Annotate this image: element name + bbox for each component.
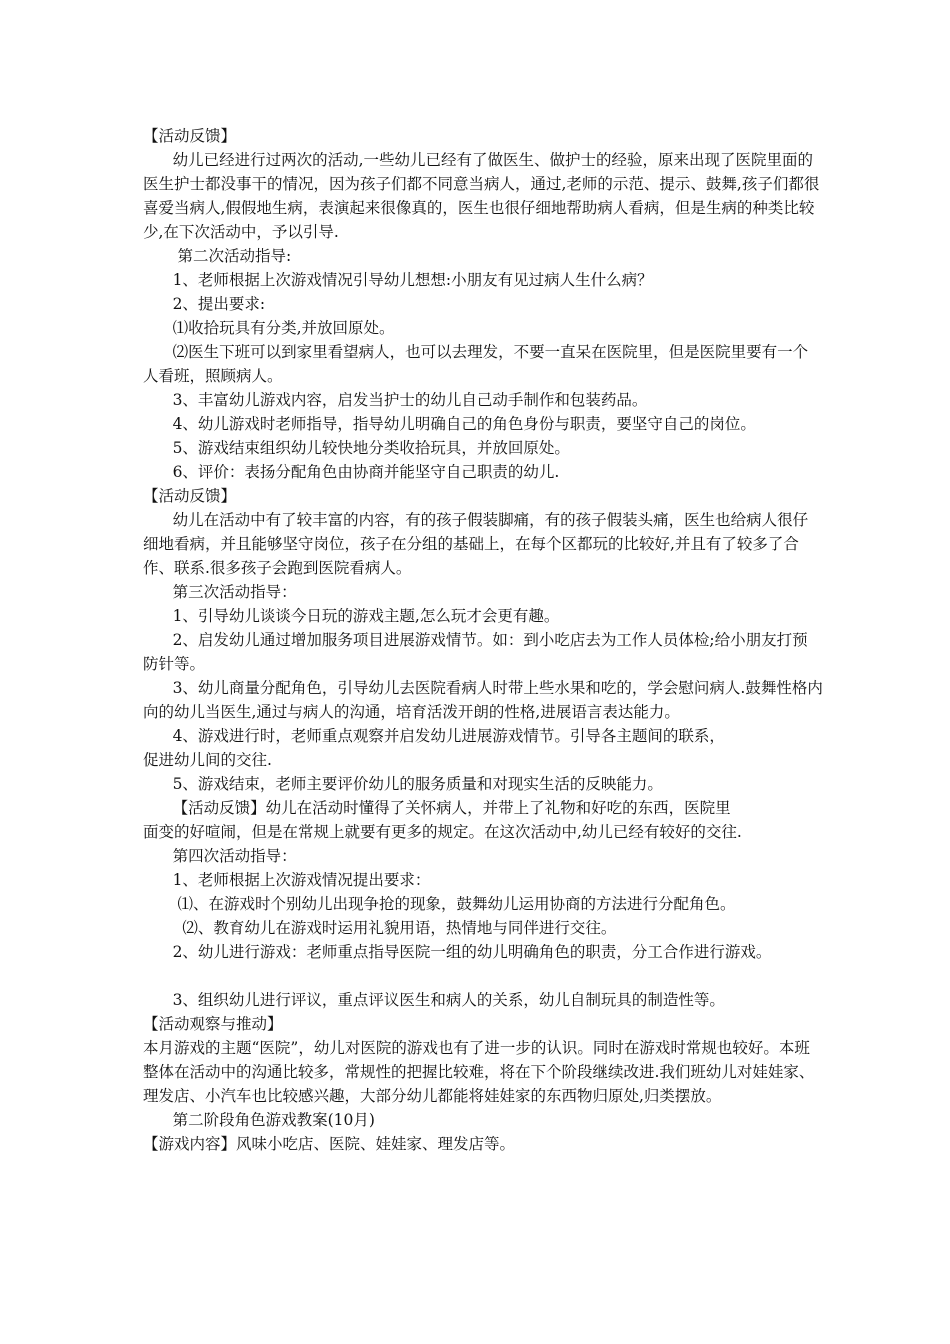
paragraph: 本月游戏的主题“医院”，幼儿对医院的游戏也有了进一步的认识。同时在游戏时常规也较好。本班整体在活动中的沟通比较多，常规性的把握比较难，将在下个阶段继续改进.我们班幼儿对娃娃家、理发店、小汽车也比较感兴趣，大部分幼儿都能将娃娃家的东西物归原处,归类摆放。 [143, 1039, 815, 1105]
paragraph: 第二阶段角色游戏教案(10月) [143, 1111, 375, 1129]
paragraph: 面变的好喧闹，但是在常规上就要有更多的规定。在这次活动中,幼儿已经有较好的交往. [143, 823, 742, 841]
paragraph: 2、提出要求: [143, 295, 266, 313]
paragraph: 3、幼儿商量分配角色，引导幼儿去医院看病人时带上些水果和吃的，学会慰问病人.鼓舞性格内向的幼儿当医生,通过与病人的沟通，培育活泼开朗的性格,进展语言表达能力。 [143, 679, 823, 721]
paragraph: ⑵、教育幼儿在游戏时运用礼貌用语，热情地与同伴进行交往。 [143, 919, 617, 937]
paragraph: 2、启发幼儿通过增加服务项目进展游戏情节。如：到小吃店去为工作人员体检;给小朋友打预防针等。 [143, 631, 808, 673]
paragraph: ⑴、在游戏时个别幼儿出现争抢的现象，鼓舞幼儿运用协商的方法进行分配角色。 [143, 895, 736, 913]
paragraph: 4、幼儿游戏时老师指导，指导幼儿明确自己的角色身份与职责，要坚守自己的岗位。 [143, 415, 756, 433]
paragraph: ⑴收拾玩具有分类,并放回原处。 [143, 319, 395, 337]
paragraph: 第三次活动指导： [143, 583, 297, 601]
paragraph: 第二次活动指导: [143, 247, 292, 265]
paragraph: 6、评价：表扬分配角色由协商并能坚守自己职责的幼儿. [143, 463, 560, 481]
paragraph: 5、游戏结束组织幼儿较快地分类收拾玩具，并放回原处。 [143, 439, 570, 457]
paragraph: 3、组织幼儿进行评议，重点评议医生和病人的关系，幼儿自制玩具的制造性等。 [143, 991, 725, 1009]
paragraph: 【活动反馈】幼儿在活动时懂得了关怀病人，并带上了礼物和好吃的东西，医院里 [143, 799, 731, 817]
section-heading: 【活动反馈】 [143, 487, 237, 505]
paragraph: 2、幼儿进行游戏：老师重点指导医院一组的幼儿明确角色的职责，分工合作进行游戏。 [143, 943, 772, 961]
paragraph: 幼儿在活动中有了较丰富的内容，有的孩子假装脚痛，有的孩子假装头痛，医生也给病人很仔细地看病，并且能够坚守岗位，孩子在分组的基础上，在每个区都玩的比较好,并且有了较多了合作、联系.很多孩子会跑到医院看病人。 [143, 511, 809, 577]
paragraph: 1、老师根据上次游戏情况引导幼儿想想:小朋友有见过病人生什么病？ [143, 271, 653, 289]
paragraph: 3、丰富幼儿游戏内容，启发当护士的幼儿自己动手制作和包装药品。 [143, 391, 648, 409]
section-heading: 【活动观察与推动】 [143, 1015, 283, 1033]
paragraph: 【游戏内容】风味小吃店、医院、娃娃家、理发店等。 [143, 1135, 516, 1153]
paragraph: 促进幼儿间的交往. [143, 751, 272, 769]
paragraph: 4、游戏进行时，老师重点观察并启发幼儿进展游戏情节。引导各主题间的联系， [143, 727, 725, 745]
paragraph: 幼儿已经进行过两次的活动,一些幼儿已经有了做医生、做护士的经验，原来出现了医院里面的医生护士都没事干的情况，因为孩子们都不同意当病人，通过,老师的示范、提示、鼓舞,孩子们都很喜爱当病人,假假地生病，表演起来很像真的，医生也很仔细地帮助病人看病，但是生病的种类比较少,在下次活动中，予以引导. [143, 151, 820, 241]
paragraph: 5、游戏结束，老师主要评价幼儿的服务质量和对现实生活的反映能力。 [143, 775, 663, 793]
paragraph: ⑵医生下班可以到家里看望病人，也可以去理发，不要一直呆在医院里，但是医院里要有一个人看班，照顾病人。 [143, 343, 809, 385]
paragraph: 1、老师根据上次游戏情况提出要求： [143, 871, 431, 889]
paragraph: 第四次活动指导： [143, 847, 297, 865]
section-heading: 【活动反馈】 [143, 127, 237, 145]
document-body [143, 124, 823, 1156]
blank-line [143, 964, 823, 988]
paragraph: 1、引导幼儿谈谈今日玩的游戏主题,怎么玩才会更有趣。 [143, 607, 560, 625]
